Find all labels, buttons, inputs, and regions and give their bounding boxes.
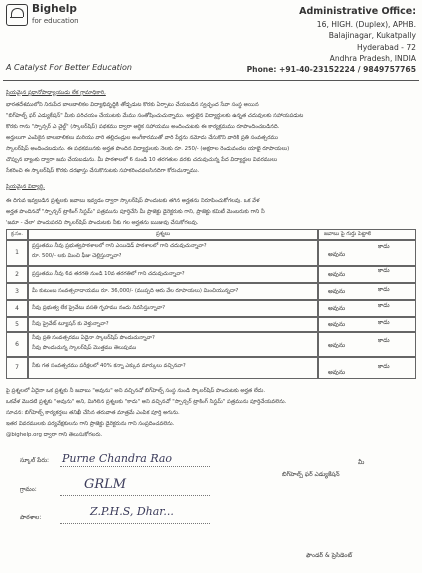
office-line: 16, HIGH. (Duplex), APHB. xyxy=(316,20,416,30)
school-underline xyxy=(60,523,210,524)
brand-name: Bighelp xyxy=(32,3,77,15)
column-header-question: ప్రశ్నలు xyxy=(156,231,171,237)
answer-yes[interactable]: అవును xyxy=(328,369,346,376)
name-underline xyxy=(60,466,210,467)
para1-line: స్కాలర్‌షిప్ అందించబడును. ఈ పథకమునకు అర్హత పొందిన విద్యార్థులకు నెలకు రూ. 250/- (అక్షరాల రెండువందల యాభై రూపాయలు) xyxy=(6,146,290,152)
answer-yes[interactable]: అవును xyxy=(328,305,346,312)
row-question: నీకు గత సంవత్సరము పరీక్షలలో 40% కన్నా ఎక్కువ మార్కులు వచ్చినవా? xyxy=(32,363,186,369)
column-header-answer: జవాబు పై గుర్తు పెట్టాలి xyxy=(324,231,372,237)
salutation-student: ప్రియమైన విద్యార్థి, xyxy=(6,184,45,190)
para3-line: పై ప్రశ్నలలో ఏదైనా ఒక ప్రశ్నకు నీ జవాబు "అవును" అని వచ్చినచో బిగ్‌హెల్ప్ సంస్థ నుండి స్కాలర్‌షిప్ పొందుటకు అర్హత లేదు. xyxy=(6,388,266,394)
office-line: Hyderabad - 72 xyxy=(357,42,416,52)
answer-no[interactable]: కాదు xyxy=(378,319,390,326)
signoff-org: బిగ్‌హెల్ప్ ఫర్ ఎడ్యుకేషన్ xyxy=(282,471,340,478)
row-question: నీవు ప్రభుత్వ లేక ప్రైవేటు వసతి గృహము నందు నివసిస్తున్నావా? xyxy=(32,305,166,311)
bighelp-logo-icon xyxy=(6,4,28,26)
row-number: 3 xyxy=(15,288,19,295)
school-label: పాఠశాల: xyxy=(20,514,42,521)
row-question: ప్రస్తుతము నీవు ప్రభుత్వపాఠశాలలో గాని ఎయిడెడ్ పాఠశాలలో గాని చదువుచున్నావా? xyxy=(32,243,207,249)
para3-line: ఒకవేళ మొదటి ప్రశ్నకు "అవును" అని, మిగిలిన ప్రశ్నలకు "కాదు" అని వచ్చినచో "స్పాన్సర్ ట్రాకింగ్ సిస్టమ్" పత్రమును పూర్తిచేయవలెను. xyxy=(6,399,287,405)
office-address-block xyxy=(246,6,416,75)
answer-no[interactable]: కాదు xyxy=(378,337,390,344)
name-label: స్కూల్ పేరు: xyxy=(20,457,50,464)
answer-yes[interactable]: అవును xyxy=(328,271,346,278)
row-number: 7 xyxy=(15,364,19,371)
office-line: Andhra Pradesh, INDIA xyxy=(329,53,416,63)
row-number: 5 xyxy=(15,321,19,328)
para1-line: భారతదేశములోని నిరుపేద బాలబాలికల విద్యాభివృద్ధికి తోడ్పడుట కొరకు ఏర్పాటు చేయబడిన స్వచ్ఛంద సేవా సంస్థ అయిన xyxy=(6,102,259,108)
row-number: 4 xyxy=(15,305,19,312)
office-line: Balajinagar, Kukatpally xyxy=(328,31,416,41)
para1-line: అర్హులుగా ఎంపికైన బాలబాలికలు మరియు వారి తల్లిదండ్రుల అంగీకారముతో వారి పేర్లను నమోదు చేసుకొని వారికి ప్రతి సంవత్సరము xyxy=(6,135,278,141)
para2-line: ఈ దిగువ ఇవ్వబడిన ప్రశ్నలకు జవాబు ఇవ్వడం ద్వారా స్కాలర్‌షిప్ పొందుటకు తగిన అర్హతను నిరూపించుకోగలవు. ఒక వేళ xyxy=(6,198,260,204)
office-phone: Phone: +91-40-23152224 / 9849757765 xyxy=(246,65,416,75)
answer-no[interactable]: కాదు xyxy=(378,267,390,274)
village-underline xyxy=(60,495,210,496)
answer-no[interactable]: కాదు xyxy=(378,243,390,250)
answer-no[interactable]: కాదు xyxy=(378,302,390,309)
row-question: మీ కుటుంబ సంవత్సరాదాయము రూ. 36,000/- (ముప్పది ఆరు వేల రూపాయలు) మించియున్నదా? xyxy=(32,288,239,294)
header-divider xyxy=(3,80,419,81)
tagline: A Catalyst For Better Education xyxy=(6,63,132,72)
para1-line: కొరకు గాను "స్పాన్సర్ ఎ చైల్డ్" (స్కాలర్‌షిప్) పథకము ద్వారా ఆర్థిక సహాయము అందించుటకు ఈ కార్యక్రమము రూపొందించబడినది. xyxy=(6,124,280,130)
answer-yes[interactable]: అవును xyxy=(328,251,346,258)
row-question: నీవు ప్రతి సంవత్సరము ఏదైనా స్కాలర్‌షిప్ పొందుచున్నావా? xyxy=(32,335,155,341)
para1-line: "బిగ్‌హెల్ప్ ఫర్ ఎడ్యుకేషన్" మీకు పరిచయం చేయుటకు మేము సంతోషించుచున్నాము. అర్హులైన విద్యార్థులకు ఉన్నత చదువులకు సహాయపడుట xyxy=(6,113,304,119)
eligibility-table xyxy=(6,229,416,379)
para3-line: @bighelp.org ద్వారా గాని తెలుసుకోగలరు. xyxy=(6,432,103,438)
handwritten-school[interactable]: Z.P.H.S, Dhar... xyxy=(90,505,174,518)
answer-yes[interactable]: అవును xyxy=(328,342,346,349)
signoff-founder: ఫౌండర్ & ప్రెసిడెంట్ xyxy=(306,552,353,559)
salutation: ప్రియమైన ప్రధానోపాధ్యాయుడు లేక గ్రామాధికారి, xyxy=(6,90,106,96)
para2-line: అర్హత పొందినచో "స్పాన్సర్ ట్రాకింగ్ సిస్టమ్" పత్రమును పూర్తిచేసి మీ ప్రాజెక్టు డైరెక్టరుకు గాని, ప్రాజెక్టు కమిటీ మెంబరుకు గాని నీ xyxy=(6,209,265,215)
row-question: నీవు ప్రైవేట్ ట్యూషన్ కు వెళ్తున్నావా? xyxy=(32,321,109,327)
answer-no[interactable]: కాదు xyxy=(378,363,390,370)
para2-line: 'జమా - చేలా' పొందుపరచి స్కాలర్‌షిప్ పొందుటకు నీకు గల అర్హతను ఋజువు చేసుకోగలవు. xyxy=(6,220,199,226)
para1-line: చొప్పున బ్యాంకు ద్వారా జమ చేయబడును. మీ పాఠశాలలో 6 నుండి 10 తరగతుల వరకు చదువుచున్న పేద విద్యార్థుల వివరములు xyxy=(6,157,278,163)
answer-no[interactable]: కాదు xyxy=(378,286,390,293)
office-title: Administrative Office: xyxy=(299,6,416,17)
row-number: 1 xyxy=(15,249,19,256)
para3-line: ఇతర వివరములకు పర్యవేక్షకులను గాని ప్రాజెక్టు డైరెక్టరును గాని సంప్రదించవలెను. xyxy=(6,421,175,427)
para3-line: సూచన: బిగ్‌హెల్ప్ కార్యకర్తలు తనిఖీ చేసిన తరువాత మాత్రమే ఎంపిక పూర్తి అగును. xyxy=(6,410,180,416)
brand-subtitle: for education xyxy=(32,17,79,25)
answer-yes[interactable]: అవును xyxy=(328,321,346,328)
para1-line: సేకరించి ఈ స్కాలర్‌షిప్ కొరకు దరఖాస్తు చేసుకొనుటకు సహకరించవలసినదిగా కోరుచున్నాము. xyxy=(6,168,200,174)
answer-yes[interactable]: అవును xyxy=(328,288,346,295)
column-header-no: క్ర.సం. xyxy=(11,231,23,237)
village-label: గ్రామం: xyxy=(20,486,37,493)
handwritten-village[interactable]: GRLM xyxy=(84,477,127,492)
table-header-cell xyxy=(28,229,318,240)
row-question: రూ. 500/- లకు మించి ఫీజు చెల్లిస్తున్నావా? xyxy=(32,253,122,259)
handwritten-name[interactable]: Purne Chandra Rao xyxy=(62,452,173,465)
signoff-your: మీ xyxy=(358,459,365,466)
row-number: 2 xyxy=(15,271,19,278)
row-number: 6 xyxy=(15,341,19,348)
row-question: నీవు పొందుచున్న స్కాలర్‌షిప్ మొత్తము తెలుపుము xyxy=(32,345,137,351)
row-question: ప్రస్తుతము నీవు 6వ తరగతి నుండి 10వ తరగతిలో గాని చదువుచున్నావా? xyxy=(32,271,185,277)
